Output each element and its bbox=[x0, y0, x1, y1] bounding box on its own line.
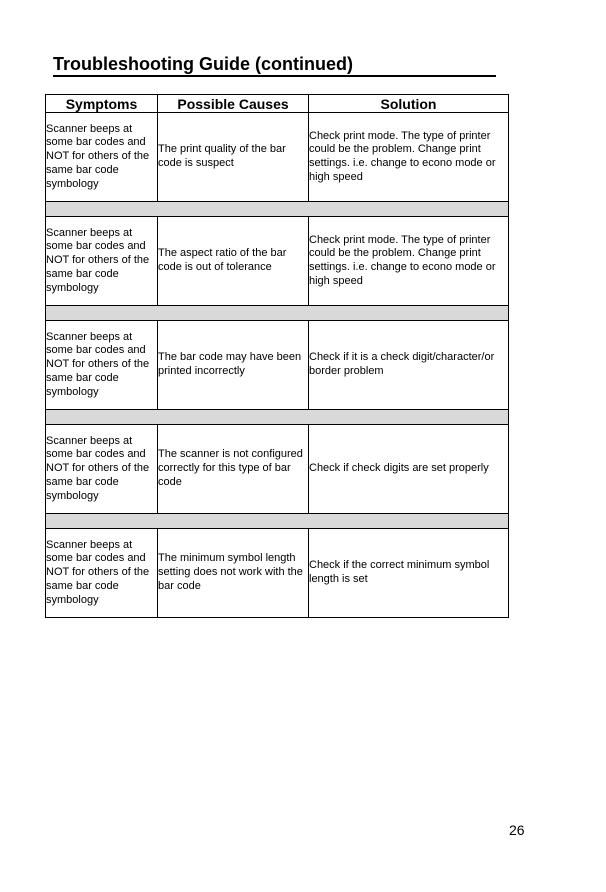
symptom-cell bbox=[46, 217, 158, 306]
table-row bbox=[46, 217, 509, 306]
solution-cell bbox=[309, 425, 509, 514]
solution-text: Check print mode. The type of printer could be the problem. Change print settings. i.e. change to econo mode or high speed bbox=[309, 233, 496, 287]
solution-text: Check print mode. The type of printer could be the problem. Change print settings. i.e. change to econo mode or high speed bbox=[309, 129, 496, 183]
title-underline bbox=[53, 75, 496, 77]
symptom-text: Scanner beeps at some bar codes and NOT for others of the same bar code symbology bbox=[46, 434, 150, 502]
cause-text: The minimum symbol length setting does not work with the bar code bbox=[158, 552, 303, 592]
table-row bbox=[46, 425, 509, 514]
symptom-text: Scanner beeps at some bar codes and NOT for others of the same bar code symbology bbox=[46, 122, 150, 190]
symptom-cell bbox=[46, 425, 158, 514]
cause-cell bbox=[158, 217, 309, 306]
separator-cell bbox=[46, 410, 509, 425]
row-separator bbox=[46, 410, 509, 425]
cause-cell bbox=[158, 425, 309, 514]
cause-cell bbox=[158, 321, 309, 410]
solution-cell bbox=[309, 529, 509, 618]
solution-text: Check if check digits are set properly bbox=[309, 462, 489, 475]
cause-cell bbox=[158, 529, 309, 618]
symptom-text: Scanner beeps at some bar codes and NOT for others of the same bar code symbology bbox=[46, 226, 150, 294]
symptom-cell bbox=[46, 321, 158, 410]
symptom-text: Scanner beeps at some bar codes and NOT for others of the same bar code symbology bbox=[46, 538, 150, 606]
cause-text: The aspect ratio of the bar code is out of tolerance bbox=[158, 247, 287, 273]
table-row bbox=[46, 529, 509, 618]
solution-cell bbox=[309, 113, 509, 202]
separator-cell bbox=[46, 306, 509, 321]
table-row bbox=[46, 321, 509, 410]
separator-cell bbox=[46, 514, 509, 529]
symptom-cell bbox=[46, 529, 158, 618]
solution-text: Check if it is a check digit/character/or border problem bbox=[309, 351, 495, 377]
cause-text: The bar code may have been printed incorrectly bbox=[158, 351, 302, 377]
table-header-row bbox=[46, 95, 509, 113]
symptom-cell bbox=[46, 113, 158, 202]
cause-text: The print quality of the bar code is suspect bbox=[158, 143, 286, 169]
page-title: Troubleshooting Guide (continued) bbox=[53, 54, 353, 74]
symptom-text: Scanner beeps at some bar codes and NOT for others of the same bar code symbology bbox=[46, 330, 150, 398]
header-symptoms: Symptoms bbox=[46, 95, 158, 113]
row-separator bbox=[46, 202, 509, 217]
solution-cell bbox=[309, 217, 509, 306]
page-number: 26 bbox=[509, 822, 525, 838]
row-separator bbox=[46, 306, 509, 321]
solution-cell bbox=[309, 321, 509, 410]
troubleshooting-table bbox=[45, 94, 509, 618]
solution-text: Check if the correct minimum symbol length is set bbox=[309, 559, 490, 585]
row-separator bbox=[46, 514, 509, 529]
header-possible-causes: Possible Causes bbox=[158, 95, 309, 113]
cause-text: The scanner is not configured correctly for this type of bar code bbox=[158, 448, 303, 488]
separator-cell bbox=[46, 202, 509, 217]
header-solution: Solution bbox=[309, 95, 509, 113]
cause-cell bbox=[158, 113, 309, 202]
table-row bbox=[46, 113, 509, 202]
